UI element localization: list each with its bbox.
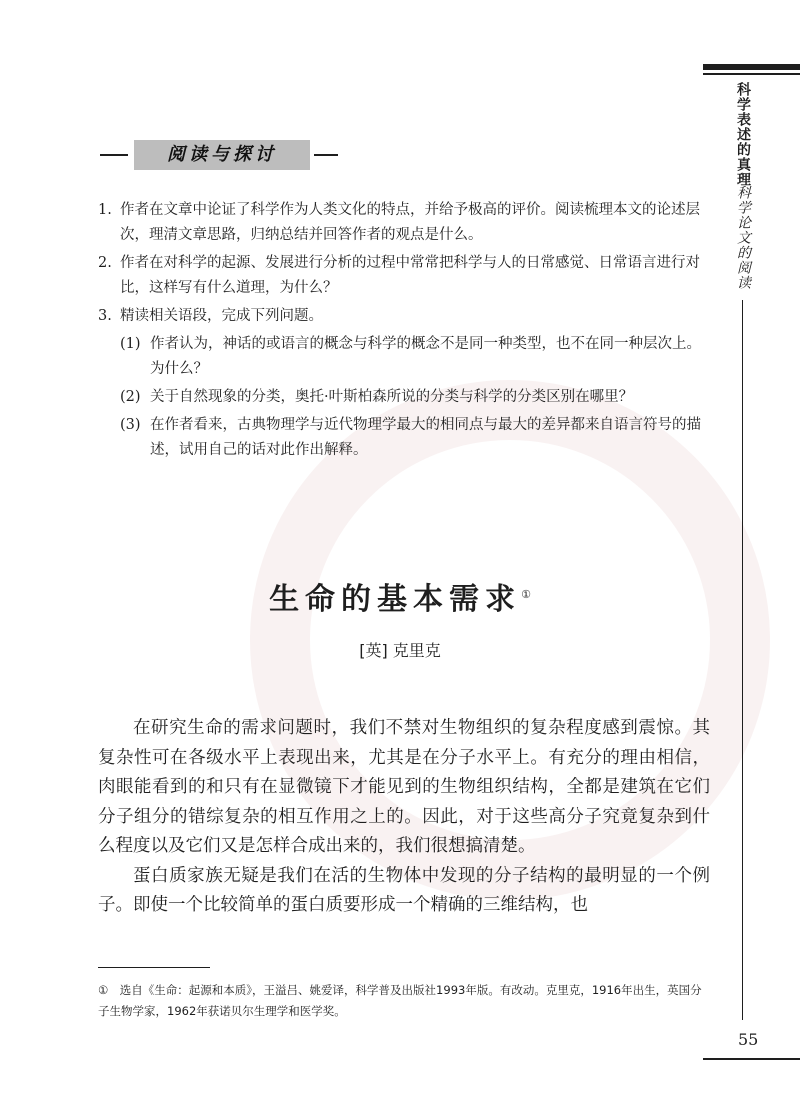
subquestion-item xyxy=(98,385,710,410)
subquestion-number: (3) xyxy=(120,417,141,433)
header-rule-right xyxy=(314,154,338,156)
question-number: 2. xyxy=(98,255,112,271)
article-body xyxy=(98,714,710,921)
question-item xyxy=(98,304,710,329)
question-number: 1. xyxy=(98,202,112,218)
question-list xyxy=(98,198,710,466)
footnote-marker: ① xyxy=(521,588,531,601)
body-paragraph: 在研究生命的需求问题时，我们不禁对生物组织的复杂程度感到震惊。其复杂性可在各级水平上表现出来，尤其是在分子水平上。有充分的理由相信，肉眼能看到的和只有在显微镜下才能见到的生物组织结构，全都是建筑在它们分子组分的错综复杂的相互作用之上的。因此，对于这些高分子究竟复杂到什么程度以及它们又是怎样合成出来的，我们很想搞清楚。 xyxy=(98,718,710,856)
footnote: ① 选自《生命：起源和本质》，王溢吕、姚爱译，科学普及出版社1993年版。有改动。克里克，1916年出生，英国分子生物学家，1962年获诺贝尔生理学和医学奖。 xyxy=(98,983,702,1018)
subquestion-number: (1) xyxy=(120,336,141,352)
body-paragraph: 蛋白质家族无疑是我们在活的生物体中发现的分子结构的最明显的一个例子。即使一个比较简单的蛋白质要形成一个精确的三维结构，也 xyxy=(98,865,710,915)
page-number-rule xyxy=(703,1058,800,1060)
question-item xyxy=(98,251,710,301)
question-text: 作者在文章中论证了科学作为人类文化的特点，并给予极高的评价。阅读梳理本文的论述层次，理清文章思路，归纳总结并回答作者的观点是什么。 xyxy=(120,202,700,243)
article-title-text: 生命的基本需求 xyxy=(269,582,522,617)
header-rule-left xyxy=(100,154,128,156)
margin-rule-thin xyxy=(703,73,800,75)
subquestion-text: 关于自然现象的分类，奥托·叶斯柏森所说的分类与科学的分类区别在哪里？ xyxy=(150,389,634,405)
subquestion-number: (2) xyxy=(120,389,141,405)
question-item xyxy=(98,198,710,248)
question-text: 作者在对科学的起源、发展进行分析的过程中常常把科学与人的日常感觉、日常语言进行对比，这样写有什么道理，为什么？ xyxy=(120,255,700,296)
article-title xyxy=(0,574,800,618)
section-header xyxy=(100,140,340,170)
question-text: 精读相关语段，完成下列问题。 xyxy=(120,308,323,324)
footnote-rule xyxy=(98,967,210,968)
subquestion-text: 作者认为，神话的或语言的概念与科学的概念不是同一种类型，也不在同一种层次上。为什么？ xyxy=(150,336,701,377)
article-author: [英] 克里克 xyxy=(359,641,441,660)
question-number: 3. xyxy=(98,308,112,324)
subquestion-item xyxy=(98,332,710,382)
subquestion-text: 在作者看来，古典物理学与近代物理学最大的相同点与最大的差异都来自语言符号的描述，试用自己的话对此作出解释。 xyxy=(150,417,701,458)
subquestion-item xyxy=(98,413,710,463)
section-label: 阅读与探讨 xyxy=(134,140,310,170)
running-subtitle: 科学论文的阅读 xyxy=(735,185,751,290)
margin-rule-thick xyxy=(703,64,800,70)
running-title: 科学表述的真理 xyxy=(735,82,751,187)
page-number: 55 xyxy=(738,1030,759,1049)
